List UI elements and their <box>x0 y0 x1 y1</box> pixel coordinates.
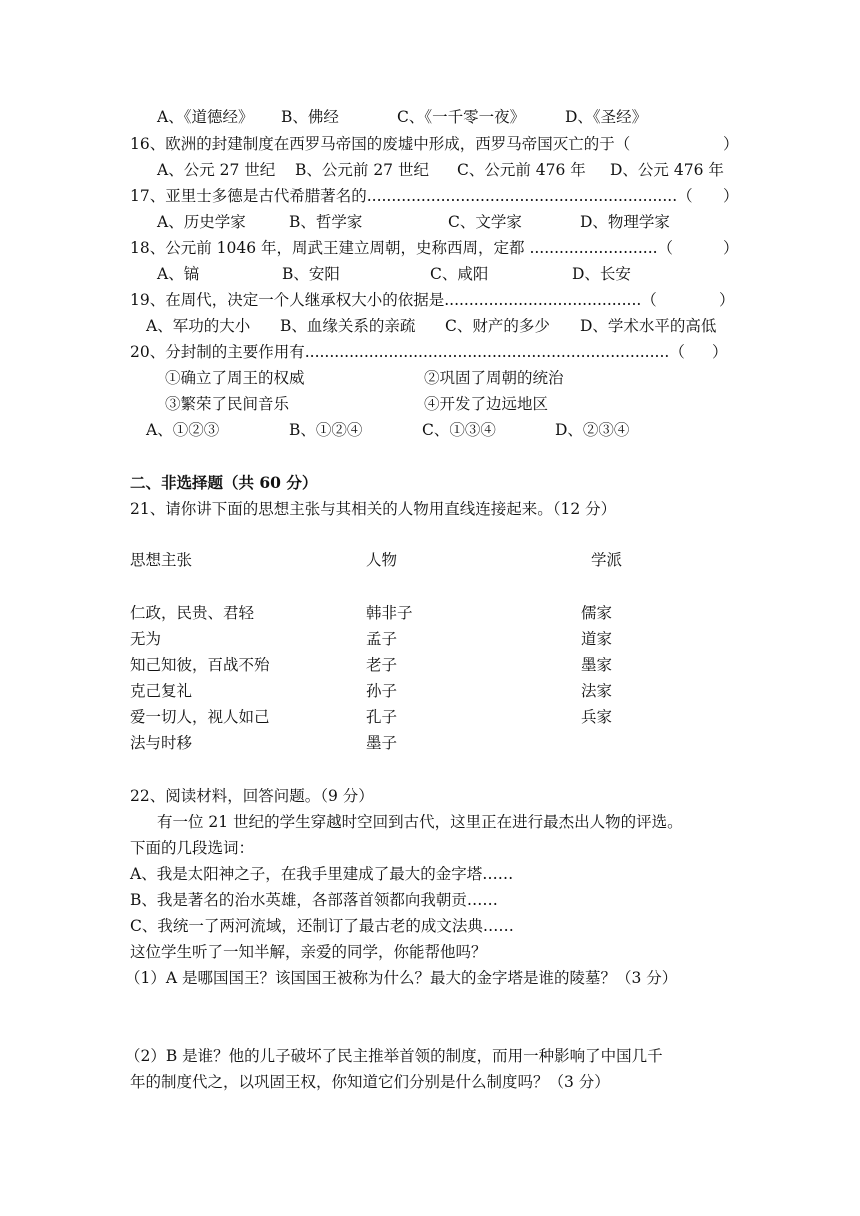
q21-school-4: 法家 <box>581 682 613 700</box>
q16-option-c: C、公元前 476 年 <box>457 161 586 179</box>
q21-header-people: 人物 <box>366 551 398 569</box>
q21-person-2: 孟子 <box>366 630 398 648</box>
q19-option-b: B、血缘关系的亲疏 <box>280 317 416 335</box>
q22-outro: 这位学生听了一知半解，亲爱的同学，你能帮他吗？ <box>130 943 487 961</box>
q15-option-a: A、《道德经》 <box>157 108 254 126</box>
q20-stem: 20、分封制的主要作用有..........................................................................（ <box>130 343 685 361</box>
q19-option-c: C、财产的多少 <box>445 317 550 335</box>
q19-answer-blank: ） <box>719 291 735 309</box>
q21-header-schools: 学派 <box>591 551 623 569</box>
q17-option-d: D、物理学家 <box>580 213 670 231</box>
q20-answer-blank: ） <box>712 343 728 361</box>
q21-person-6: 墨子 <box>366 734 398 752</box>
section-heading: 二、非选择题（共 60 分） <box>130 473 318 492</box>
q16-option-d: D、公元 476 年 <box>610 161 724 179</box>
q19-option-d: D、学术水平的高低 <box>580 317 717 335</box>
q21-person-3: 老子 <box>366 656 398 674</box>
q20-item-1: ①确立了周王的权威 <box>165 369 305 387</box>
q20-option-b: B、①②④ <box>289 421 363 439</box>
q22-subquestion-2-line2: 年的制度代之，以巩固王权，你知道它们分别是什么制度吗？（3 分） <box>130 1073 610 1091</box>
q18-option-c: C、咸阳 <box>430 265 489 283</box>
q20-item-2: ②巩固了周朝的统治 <box>424 369 564 387</box>
q21-person-1: 韩非子 <box>366 604 413 622</box>
q22-subquestion-1: （1）A 是哪国国王？该国国王被称为什么？最大的金字塔是谁的陵墓？（3 分） <box>125 969 678 987</box>
q21-school-2: 道家 <box>581 630 613 648</box>
q16-option-b: B、公元前 27 世纪 <box>295 161 429 179</box>
q22-material-a: A、我是太阳神之子，在我手里建成了最大的金字塔…… <box>130 865 514 883</box>
q21-idea-1: 仁政，民贵、君轻 <box>130 604 255 622</box>
q15-option-d: D、《圣经》 <box>565 108 648 126</box>
q17-option-a: A、历史学家 <box>157 213 246 231</box>
q21-idea-2: 无为 <box>130 630 162 648</box>
q21-person-4: 孙子 <box>366 682 398 700</box>
q21-stem: 21、请你讲下面的思想主张与其相关的人物用直线连接起来。（12 分） <box>130 500 617 518</box>
q22-subquestion-2-line1: （2）B 是谁？他的儿子破坏了民主推举首领的制度，而用一种影响了中国几千 <box>125 1047 663 1065</box>
q18-stem: 18、公元前 1046 年，周武王建立周朝，史称西周，定都 ..........................（ <box>130 239 674 257</box>
q20-option-a: A、①②③ <box>146 421 220 439</box>
q21-school-5: 兵家 <box>581 708 613 726</box>
q19-option-a: A、军功的大小 <box>146 317 251 335</box>
q21-idea-5: 爱一切人，视人如己 <box>130 708 270 726</box>
q18-answer-blank: ） <box>723 239 739 257</box>
q18-option-a: A、镐 <box>157 265 200 283</box>
q21-header-ideas: 思想主张 <box>130 551 193 569</box>
q20-option-c: C、①③④ <box>422 421 496 439</box>
q21-person-5: 孔子 <box>366 708 398 726</box>
q21-school-3: 墨家 <box>581 656 613 674</box>
q20-item-3: ③繁荣了民间音乐 <box>165 395 290 413</box>
q21-idea-6: 法与时移 <box>130 734 193 752</box>
q17-stem: 17、亚里士多德是古代希腊著名的...............................................................（ <box>130 187 693 205</box>
q16-answer-blank: ） <box>723 135 739 153</box>
q20-item-4: ④开发了边远地区 <box>424 395 549 413</box>
q21-school-1: 儒家 <box>581 604 613 622</box>
q17-answer-blank: ） <box>723 187 739 205</box>
q22-intro-line1: 有一位 21 世纪的学生穿越时空回到古代，这里正在进行最杰出人物的评选。 <box>157 813 683 831</box>
q17-option-b: B、哲学家 <box>289 213 363 231</box>
q16-option-a: A、公元 27 世纪 <box>157 161 276 179</box>
q21-idea-3: 知己知彼，百战不殆 <box>130 656 270 674</box>
q16-stem: 16、欧洲的封建制度在西罗马帝国的废墟中形成，西罗马帝国灭亡的于（ <box>130 135 631 153</box>
q22-material-c: C、我统一了两河流域，还制订了最古老的成文法典…… <box>130 917 514 935</box>
q15-option-c: C、《一千零一夜》 <box>397 108 526 126</box>
q22-intro-line2: 下面的几段选词： <box>130 839 255 857</box>
q22-stem: 22、阅读材料，回答问题。（9 分） <box>130 787 374 805</box>
q17-option-c: C、文学家 <box>448 213 522 231</box>
q18-option-b: B、安阳 <box>282 265 340 283</box>
q21-idea-4: 克己复礼 <box>130 682 193 700</box>
q15-option-b: B、佛经 <box>281 108 339 126</box>
q22-material-b: B、我是著名的治水英雄，各部落首领都向我朝贡…… <box>130 891 498 909</box>
q19-stem: 19、在周代，决定一个人继承权大小的依据是........................................（ <box>130 291 657 309</box>
q20-option-d: D、②③④ <box>555 421 630 439</box>
q18-option-d: D、长安 <box>572 265 631 283</box>
